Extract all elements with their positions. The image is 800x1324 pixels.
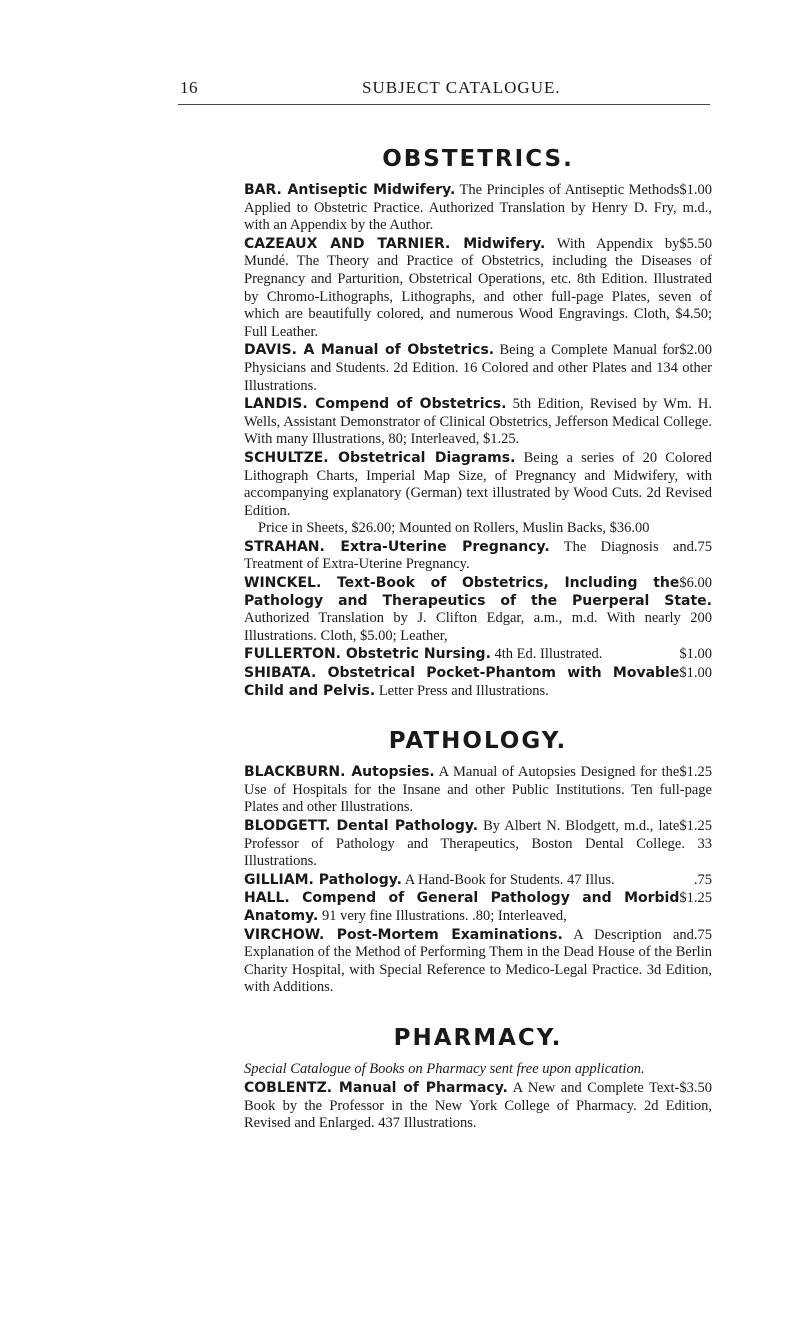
entry-description: A Manual of Autopsies Designed for the Use of Hospitals for the Insane and other Public Institutions. Ten full-page Plates and other Illustrations. — [244, 764, 712, 816]
entry-heading: HALL. Compend of General Pathology and Morbid Anatomy. — [244, 890, 680, 924]
entry-heading: VIRCHOW. Post-Mortem Examinations. — [244, 926, 563, 943]
entry-description: Being a Complete Manual for Physicians and Students. 2d Edition. 16 Colored and other Plates and 134 other Illustrations. — [244, 342, 712, 394]
catalogue-entry — [244, 396, 712, 449]
entry-description: The Principles of Antiseptic Methods Applied to Obstetric Practice. Authorized Translation by Henry D. Fry, m.d., with an Appendix by the Author. — [244, 182, 712, 234]
entry-description: By Albert N. Blodgett, m.d., late Professor of Pathology and Therapeutics, Boston Dental College. 33 Illustrations. — [244, 818, 712, 870]
entry-description: A Hand-Book for Students. 47 Illus. — [404, 871, 615, 888]
catalogue-entry — [244, 450, 712, 538]
page-number: 16 — [180, 78, 198, 97]
catalogue-entry — [244, 342, 712, 395]
entry-description: With Appendix by Mundé. The Theory and Practice of Obstetrics, including the Diseases of Pregnancy and Parturition, Obstetrical Operations, etc. 8th Edition. Illustrated by Chromo-Lithographs, Lithographs, and other full-page Plates, seven of which are beautifully colored, and numerous Wood Engravings. Cloth, $4.50; Full Leather. — [244, 235, 712, 340]
entry-price: $1.00 — [679, 646, 712, 663]
entry-price: $1.25 — [679, 764, 712, 781]
catalogue-entry — [244, 575, 712, 645]
entry-price: $3.50 — [679, 1079, 712, 1096]
entry-price: $1.00 — [679, 182, 712, 198]
section-title: PATHOLOGY. — [388, 728, 568, 755]
catalogue-entry — [244, 665, 712, 700]
entry-price: .75 — [693, 538, 712, 555]
catalogue-entry — [244, 539, 712, 574]
entry-description: A New and Complete Text-Book by the Professor in the New York College of Pharmacy. 2d Edition, Revised and Enlarged. 437 Illustrations. — [244, 1079, 712, 1132]
catalogue-entry — [244, 764, 712, 817]
entry-price: $6.00 — [679, 575, 712, 592]
entry-price: $1.00 — [679, 665, 712, 682]
entry-heading: SHIBATA. Obstetrical Pocket-Phantom with Movable Child and Pelvis. — [244, 665, 680, 699]
catalogue-entry — [244, 1080, 712, 1133]
section-title: PHARMACY. — [393, 1024, 563, 1051]
entry-heading: BLACKBURN. Autopsies. — [244, 764, 435, 781]
catalogue-entry — [244, 927, 712, 997]
catalogue-entry — [244, 182, 712, 235]
entry-price: $5.50 — [679, 235, 712, 252]
entry-heading: LANDIS. Compend of Obstetrics. — [244, 396, 507, 413]
entry-description: Letter Press and Illustrations. — [378, 682, 549, 699]
entry-heading: SCHULTZE. Obstetrical Diagrams. — [244, 449, 516, 466]
entry-description: 5th Edition, Revised by Wm. H. Wells, Assistant Demonstrator of Clinical Obstetrics, Jefferson Medical College. With many Illustrations, 80; Interleaved, $1.25. — [244, 396, 713, 448]
entry-heading: DAVIS. A Manual of Obstetrics. — [244, 342, 495, 359]
catalogue-entry — [244, 890, 712, 925]
entry-description: The Diagnosis and Treatment of Extra-Uterine Pregnancy. — [244, 538, 694, 573]
entry-heading: GILLIAM. Pathology. — [244, 871, 402, 888]
entry-description: 91 very fine Illustrations. .80; Interleaved, — [321, 907, 567, 924]
entry-price: .75 — [693, 926, 712, 943]
running-title: SUBJECT CATALOGUE. — [362, 78, 561, 97]
entry-heading: COBLENTZ. Manual of Pharmacy. — [244, 1079, 508, 1096]
entry-heading: BAR. Antiseptic Midwifery. — [244, 182, 456, 198]
catalogue-entry — [244, 872, 712, 890]
entry-description: 4th Ed. Illustrated. — [494, 646, 603, 663]
section-title: OBSTETRICS. — [382, 146, 574, 172]
entry-heading: BLODGETT. Dental Pathology. — [244, 818, 479, 834]
entry-price: $1.25 — [679, 818, 712, 834]
entry-heading: FULLERTON. Obstetric Nursing. — [244, 646, 491, 663]
entry-price: $1.25 — [679, 890, 712, 907]
catalogue-column — [244, 118, 712, 1134]
entry-description: A Description and Explanation of the Method of Performing Them in the Dead House of the Berlin Charity Hospital, with Special Reference to Medico-Legal Practice. 3d Edition, with Additions. — [244, 926, 712, 996]
entry-heading: WINCKEL. Text-Book of Obstetrics, Including the Pathology and Therapeutics of the Puerperal State. — [244, 575, 712, 609]
entry-price-detail: Price in Sheets, $26.00; Mounted on Rollers, Muslin Backs, $36.00 — [258, 520, 650, 537]
catalogue-entry — [244, 818, 712, 871]
catalogue-entry — [244, 646, 712, 664]
catalogue-entry — [244, 236, 712, 342]
entry-price: .75 — [693, 871, 712, 888]
header-rule — [178, 104, 710, 105]
entry-heading: STRAHAN. Extra-Uterine Pregnancy. — [244, 538, 550, 555]
entry-description: Being a series of 20 Colored Lithograph Charts, Imperial Map Size, of Pregnancy and Midwifery, with accompanying explanatory (German) text illustrated by Wood Cuts. 2d Revised Edition. — [244, 449, 712, 519]
section-note: Special Catalogue of Books on Pharmacy sent free upon application. — [244, 1060, 645, 1077]
entry-price: $2.00 — [679, 342, 712, 359]
entry-heading: CAZEAUX AND TARNIER. Midwifery. — [244, 235, 546, 252]
entry-description: Authorized Translation by J. Clifton Edgar, a.m., m.d. With nearly 200 Illustrations. Cloth, $5.00; Leather, — [244, 610, 712, 644]
